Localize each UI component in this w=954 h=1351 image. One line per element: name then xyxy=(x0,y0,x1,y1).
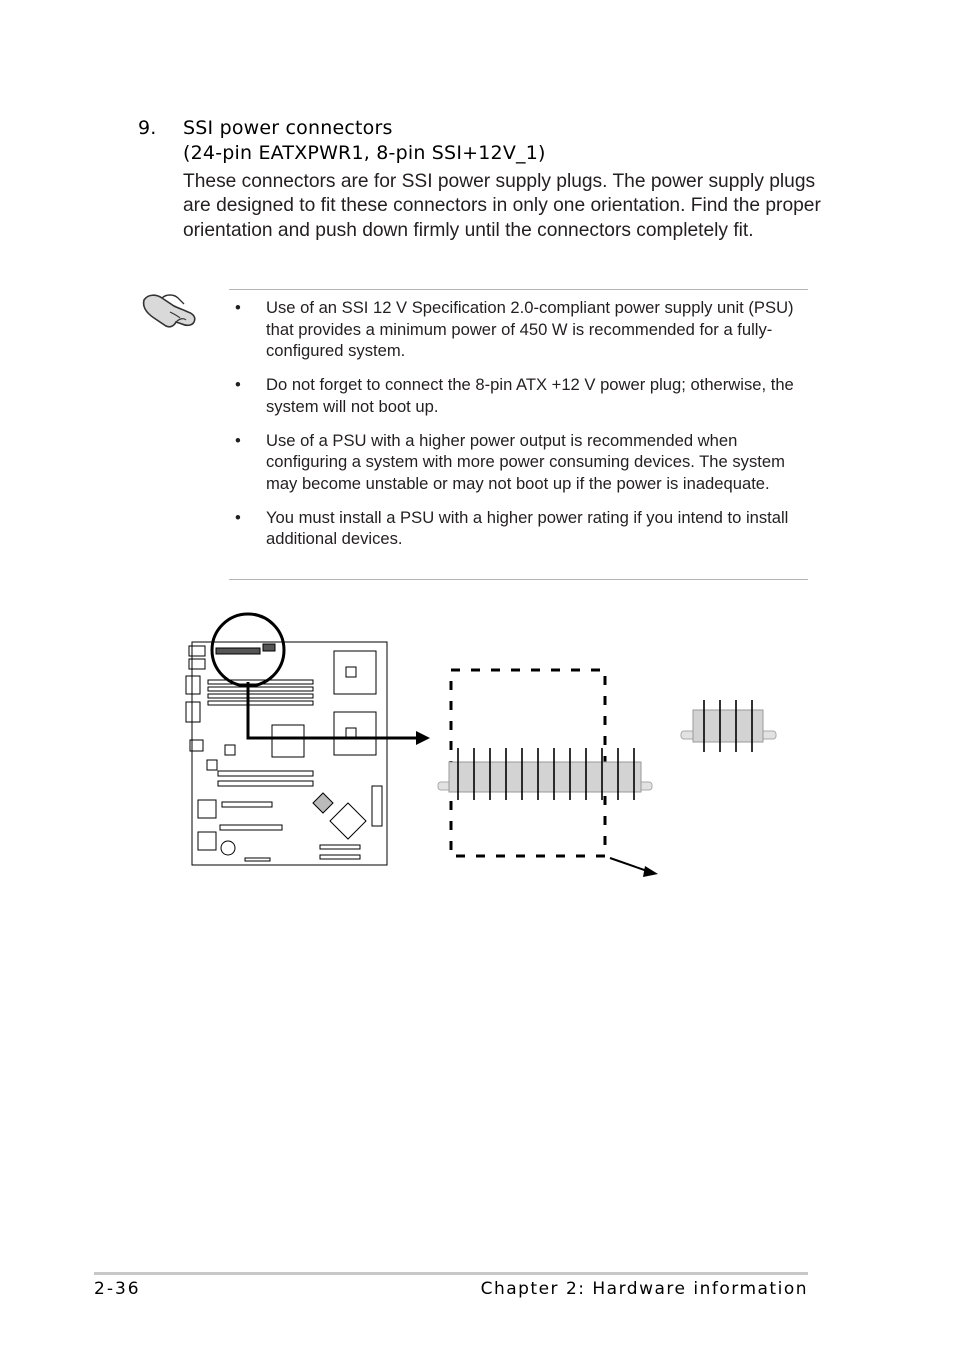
chapter-title: Chapter 2: Hardware information xyxy=(480,1279,808,1299)
note-text: You must install a PSU with a higher power rating if you intend to install additional devices. xyxy=(266,507,789,549)
arrow-head-icon xyxy=(416,731,430,745)
footer-rule xyxy=(94,1272,808,1275)
leader-line xyxy=(248,682,418,738)
bullet: • xyxy=(235,507,241,527)
bullet: • xyxy=(235,375,241,395)
lower-arrow-head-icon xyxy=(643,866,658,877)
page-number: 2-36 xyxy=(94,1279,141,1299)
section-number: 9. xyxy=(138,117,157,139)
motherboard-layout xyxy=(186,642,387,865)
section-title-line2: (24-pin EATXPWR1, 8-pin SSI+12V_1) xyxy=(183,142,546,164)
section-title-line1: SSI power connectors xyxy=(183,117,393,139)
lower-arrow-line xyxy=(610,858,650,872)
bullet: • xyxy=(235,430,241,450)
note-text: Use of an SSI 12 V Specification 2.0-compliant power supply unit (PSU) that provides a minimum power of 450 W is recommended for a fully-configured system. xyxy=(266,298,794,360)
bullet: • xyxy=(235,298,241,317)
24-pin-connector xyxy=(438,748,652,800)
8-pin-connector xyxy=(681,700,776,752)
note-text: Use of a PSU with a higher power output is recommended when configuring a system with more power consuming devices. The system may become unstable or may not boot up if the power is inadequate. xyxy=(266,430,785,493)
note-text: Do not forget to connect the 8-pin ATX +12 V power plug; otherwise, the system will not boot up. xyxy=(266,375,794,416)
body-paragraph: These connectors are for SSI power supply plugs. The power supply plugs are designed to fit these connectors in only one orientation. Find the proper orientation and push down firmly until the connectors completely fit. xyxy=(183,171,821,241)
